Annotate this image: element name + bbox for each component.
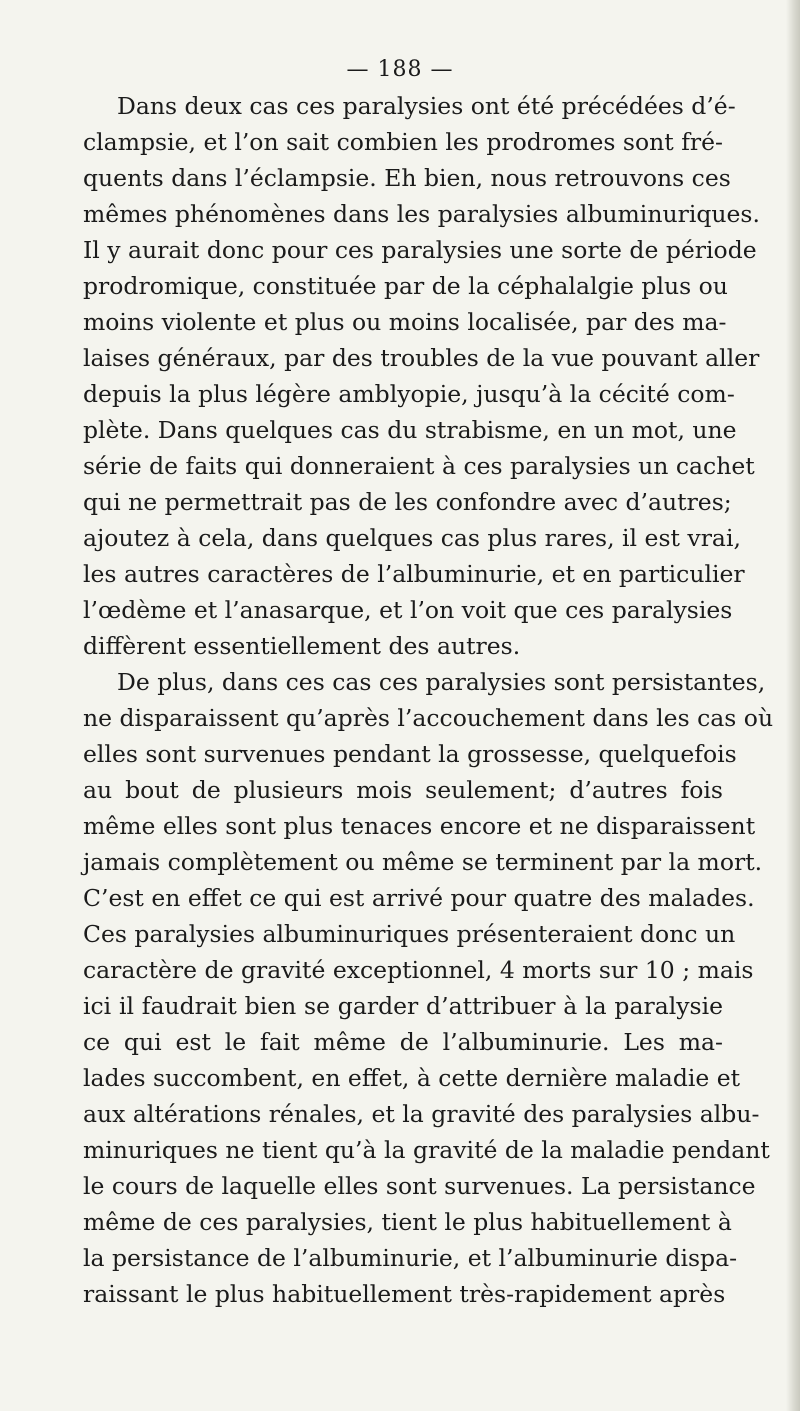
text-line: mêmes phénomènes dans les paralysies albuminuriques. [83, 200, 760, 228]
text-line: caractère de gravité exceptionnel, 4 morts sur 10 ; mais [83, 956, 754, 984]
text-line: De plus, dans ces cas ces paralysies sont persistantes, [117, 668, 766, 696]
text-line: C’est en effet ce qui est arrivé pour quatre des malades. [83, 884, 755, 912]
text-line: même de ces paralysies, tient le plus habituellement à [83, 1208, 732, 1236]
text-line: diffèrent essentiellement des autres. [83, 632, 521, 660]
text-line: quents dans l’éclampsie. Eh bien, nous retrouvons ces [83, 164, 731, 192]
text-line: elles sont survenues pendant la grossesse, quelquefois [83, 740, 737, 768]
text-line: ici il faudrait bien se garder d’attribuer à la paralysie [83, 992, 723, 1020]
text-line: Ces paralysies albuminuriques présenteraient donc un [83, 920, 736, 948]
text-line: la persistance de l’albuminurie, et l’albuminurie dispa- [83, 1244, 738, 1272]
page-number: — 188 — [346, 57, 454, 82]
text-line: qui ne permettrait pas de les confondre avec d’autres; [83, 488, 732, 516]
text-line: aux altérations rénales, et la gravité des paralysies albu- [83, 1100, 760, 1128]
text-line: ce qui est le fait même de l’albuminurie. Les ma- [83, 1028, 723, 1056]
text-line: l’œdème et l’anasarque, et l’on voit que ces paralysies [83, 596, 733, 624]
text-line: le cours de laquelle elles sont survenues. La persistance [83, 1172, 756, 1200]
text-line: jamais complètement ou même se terminent par la mort. [83, 848, 763, 876]
text-line: série de faits qui donneraient à ces paralysies un cachet [83, 452, 755, 480]
text-line: Dans deux cas ces paralysies ont été précédées d’é- [117, 92, 736, 120]
text-line: ajoutez à cela, dans quelques cas plus rares, il est vrai, [83, 524, 741, 552]
text-line: minuriques ne tient qu’à la gravité de la maladie pendant [83, 1136, 770, 1164]
text-line: les autres caractères de l’albuminurie, et en particulier [83, 560, 745, 588]
text-line: même elles sont plus tenaces encore et ne disparaissent [83, 812, 756, 840]
text-line: lades succombent, en effet, à cette dernière maladie et [83, 1064, 741, 1092]
text-line: clampsie, et l’on sait combien les prodromes sont fré- [83, 128, 723, 156]
text-line: prodromique, constituée par de la céphalalgie plus ou [83, 272, 728, 300]
text-line: Il y aurait donc pour ces paralysies une sorte de période [83, 236, 757, 264]
text-line: au bout de plusieurs mois seulement; d’autres fois [83, 776, 723, 804]
text-line: moins violente et plus ou moins localisée, par des ma- [83, 308, 727, 336]
text-line: raissant le plus habituellement très-rapidement après [83, 1280, 726, 1308]
text-line: laises généraux, par des troubles de la vue pouvant aller [83, 344, 760, 372]
page-edge-shadow [786, 0, 800, 1411]
text-line: ne disparaissent qu’après l’accouchement dans les cas où [83, 704, 774, 732]
text-line: depuis la plus légère amblyopie, jusqu’à la cécité com- [83, 380, 735, 408]
text-line: plète. Dans quelques cas du strabisme, en un mot, une [83, 416, 737, 444]
